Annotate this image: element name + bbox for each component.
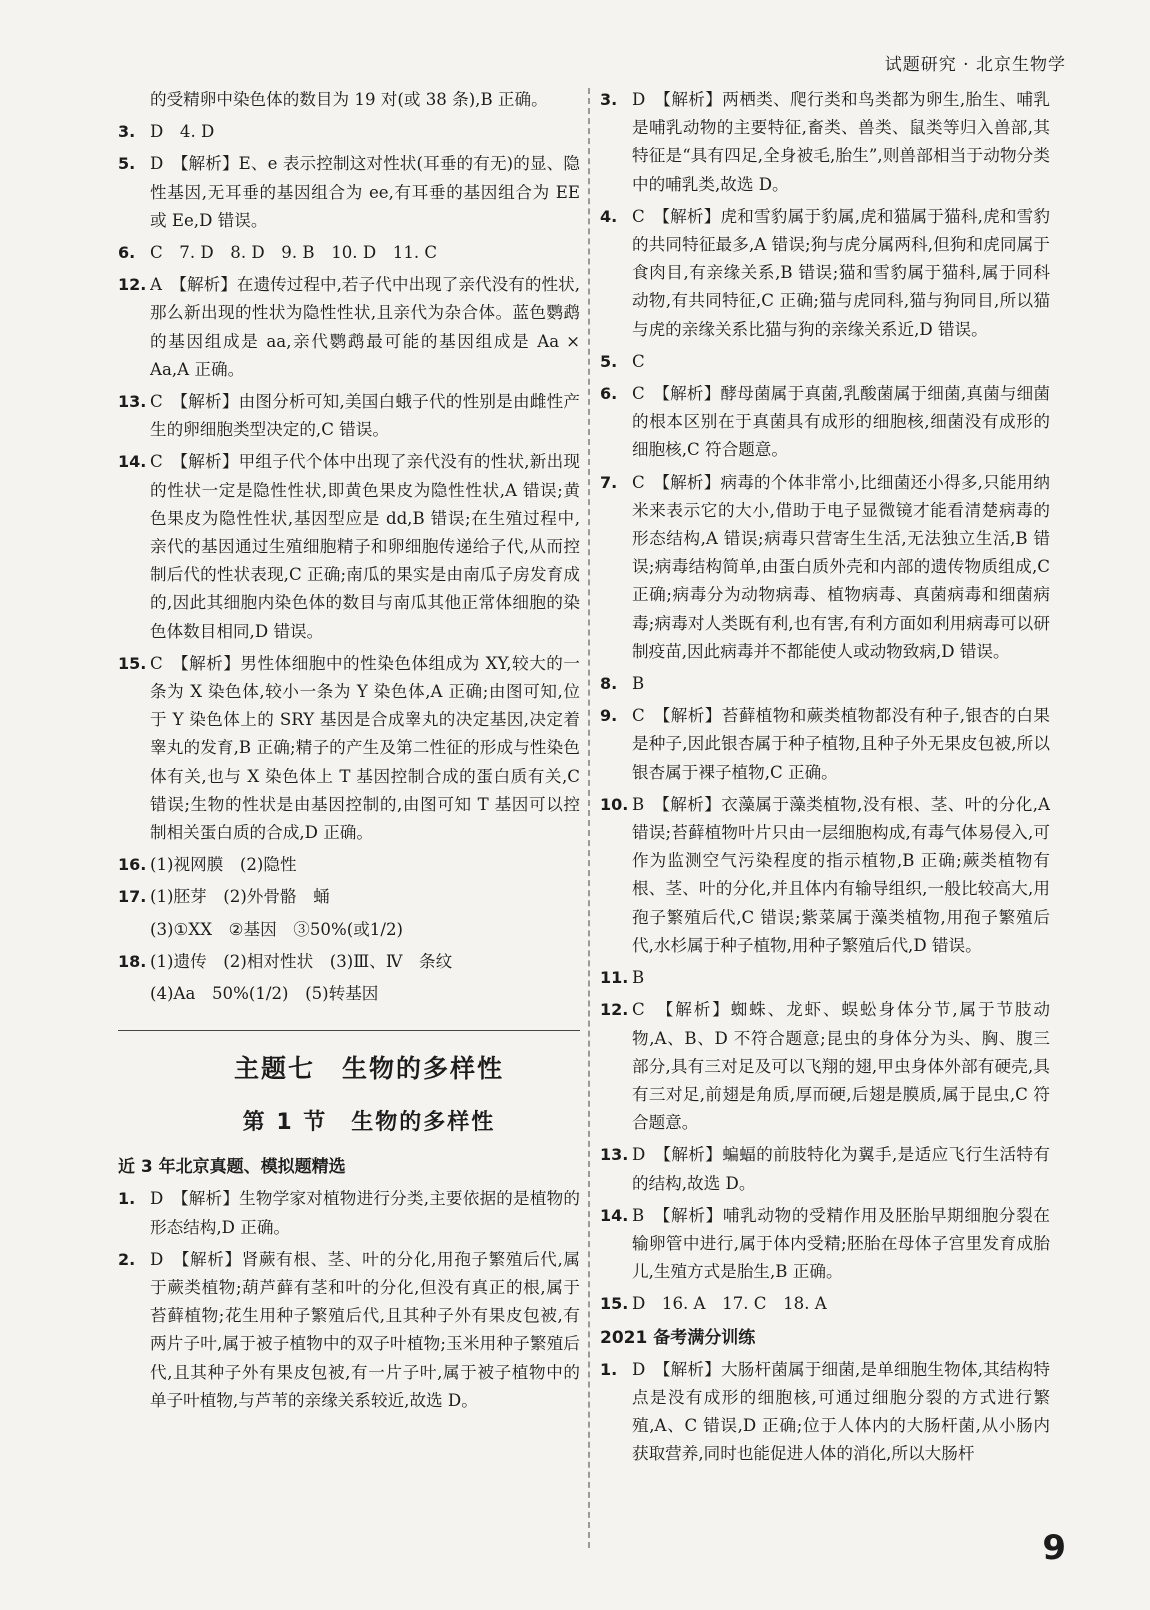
answer-text: C 【解析】病毒的个体非常小,比细菌还小得多,只能用纳米来表示它的大小,借助于电子显微镜才能看清楚病毒的形态结构,A 错误;病毒只营寄生生活,无法独立生活,B 错误;病毒结构简单,由蛋白质外壳和内部的遗传物质组成,C 正确;病毒分为动物病毒、植物病毒、真菌病毒和细菌病毒;病毒对人类既有利,也有害,有利方面如利用病毒可以研制疫苗,因此病毒并不都能使人或动物致病,D 错误。	[632, 472, 1050, 661]
answer-text: C 【解析】苔藓植物和蕨类植物都没有种子,银杏的白果是种子,因此银杏属于种子植物,且种子外无果皮包被,所以银杏属于裸子植物,C 正确。	[632, 706, 1050, 782]
answer-number: 15.	[600, 1294, 629, 1314]
answer-number: 5.	[118, 154, 136, 174]
answer-text: B 【解析】衣藻属于藻类植物,没有根、茎、叶的分化,A 错误;苔藓植物叶片只由一层细胞构成,有毒气体易侵入,可作为监测空气污染程度的指示植物,B 正确;蕨类植物有根、茎、叶的分化,并且体内有输导组织,一般比较高大,用孢子繁殖后代,C 错误;紫菜属于藻类植物,用孢子繁殖后代,水杉属于种子植物,用种子繁殖后代,D 错误。	[632, 794, 1050, 955]
answer-number: 9.	[600, 706, 618, 726]
answer-text: A 【解析】在遗传过程中,若子代中出现了亲代没有的性状,那么新出现的性状为隐性性状,且亲代为杂合体。蓝色鹦鹉的基因组成是 aa,亲代鹦鹉最可能的基因组成是 Aa × Aa,A 正确。	[150, 275, 580, 379]
left-answer-list	[118, 118, 580, 1008]
answer-item	[118, 1246, 580, 1415]
answer-item	[600, 1202, 1050, 1287]
answer-item	[600, 1356, 1050, 1469]
answer-item	[118, 650, 580, 847]
answer-item	[600, 469, 1050, 666]
answer-number: 6.	[600, 384, 618, 404]
answer-number: 12.	[600, 1000, 629, 1020]
answer-text: B	[632, 968, 645, 988]
left-column	[118, 86, 580, 1419]
left-answer-list-2	[118, 1185, 580, 1415]
answer-number: 12.	[118, 275, 147, 295]
right-answer-list-2	[600, 1356, 1050, 1469]
answer-item	[600, 964, 1050, 992]
page-number: 9	[1042, 1528, 1066, 1568]
answer-number: 11.	[600, 968, 629, 988]
answer-number: 18.	[118, 951, 147, 971]
answer-text: C 【解析】虎和雪豹属于豹属,虎和猫属于猫科,虎和雪豹的共同特征最多,A 错误;狗与虎分属两科,但狗和虎同属于食肉目,有亲缘关系,B 错误;猫和雪豹属于猫科,属于同科动物,有共同特征,C 正确;猫与虎同科,猫与狗同目,所以猫与虎的亲缘关系比猫与狗的亲缘关系近,D 错误。	[632, 206, 1050, 339]
answer-item	[600, 348, 1050, 376]
answer-number: 1.	[600, 1359, 618, 1379]
answer-item	[600, 996, 1050, 1137]
answer-text: (1)胚芽 (2)外骨骼 蛹	[150, 887, 330, 907]
answer-text: (3)①XX ②基因 ③50%(或1/2)	[150, 919, 403, 939]
right-answer-list	[600, 86, 1050, 1319]
answer-item	[118, 118, 580, 146]
answer-text: D 4. D	[150, 122, 215, 142]
answer-item	[118, 883, 580, 911]
continuation-text: 的受精卵中染色体的数目为 19 对(或 38 条),B 正确。	[150, 90, 548, 109]
subsection-heading: 近 3 年北京真题、模拟题精选	[118, 1157, 346, 1178]
answer-number: 8.	[600, 674, 618, 694]
answer-item	[118, 948, 580, 976]
answer-number: 4.	[600, 206, 618, 226]
answer-text: (4)Aa 50%(1/2) (5)转基因	[150, 984, 379, 1004]
answer-number: 10.	[600, 794, 629, 814]
answer-item	[118, 448, 580, 645]
answer-item	[600, 1290, 1050, 1318]
answer-number: 3.	[118, 122, 136, 142]
section-rule	[118, 1030, 580, 1031]
answer-number: 6.	[118, 243, 136, 263]
answer-number: 13.	[118, 392, 147, 412]
answer-number: 1.	[118, 1189, 136, 1209]
answer-text: D 【解析】E、e 表示控制这对性状(耳垂的有无)的显、隐性基因,无耳垂的基因组合为 ee,有耳垂的基因组合为 EE 或 Ee,D 错误。	[150, 154, 580, 230]
answer-item	[600, 791, 1050, 960]
answer-text: D 【解析】生物学家对植物进行分类,主要依据的是植物的形态结构,D 正确。	[150, 1189, 580, 1237]
column-divider	[588, 88, 590, 1548]
answer-item	[118, 916, 580, 944]
answer-item	[118, 1185, 580, 1241]
answer-item	[118, 150, 580, 235]
answer-text: D 【解析】蝙蝠的前肢特化为翼手,是适应飞行生活特有的结构,故选 D。	[632, 1145, 1050, 1193]
answer-item	[118, 980, 580, 1008]
answer-text: B 【解析】哺乳动物的受精作用及胚胎早期细胞分裂在输卵管中进行,属于体内受精;胚胎在母体子宫里发育成胎儿,生殖方式是胎生,B 正确。	[632, 1205, 1050, 1282]
answer-text: D 【解析】大肠杆菌属于细菌,是单细胞生物体,其结构特点是没有成形的细胞核,可通过细胞分裂的方式进行繁殖,A、C 错误,D 正确;位于人体内的大肠杆菌,从小肠内获取营养,同时也能促进人体的消化,所以大肠杆	[632, 1359, 1050, 1464]
subsection-heading-2: 2021 备考满分训练	[600, 1327, 756, 1348]
answer-text: (1)遗传 (2)相对性状 (3)Ⅲ、Ⅳ 条纹	[150, 951, 453, 971]
answer-item	[600, 86, 1050, 199]
answer-item	[600, 380, 1050, 465]
answer-text: C 7. D 8. D 9. B 10. D 11. C	[150, 243, 438, 263]
answer-item	[600, 1141, 1050, 1197]
answer-number: 14.	[600, 1205, 629, 1225]
answer-item	[600, 702, 1050, 787]
topic-title: 主题七 生物的多样性	[233, 1054, 504, 1084]
answer-item	[118, 271, 580, 384]
answer-text: C 【解析】蜘蛛、龙虾、蜈蚣身体分节,属于节肢动物,A、B、D 不符合题意;昆虫的身体分为头、胸、腹三部分,具有三对足及可以飞翔的翅,甲虫身体外部有硬壳,具有三对足,前翅是角质,厚而硬,后翅是膜质,属于昆虫,C 符合题意。	[632, 1000, 1050, 1133]
answer-number: 7.	[600, 472, 618, 492]
answer-text: B	[632, 674, 645, 694]
answer-item	[118, 388, 580, 444]
answer-text: C 【解析】甲组子代个体中出现了亲代没有的性状,新出现的性状一定是隐性性状,即黄色果皮为隐性性状,A 错误;黄色果皮为隐性性状,基因型应是 dd,B 错误;在生殖过程中,亲代的基因通过生殖细胞精子和卵细胞传递给子代,从而控制后代的性状表现,C 正确;南瓜的果实是由南瓜子房发育成的,因此其细胞内染色体的数目与南瓜其他正常体细胞的染色体数目相同,D 错误。	[150, 452, 580, 641]
answer-number: 2.	[118, 1249, 136, 1269]
answer-text: D 16. A 17. C 18. A	[632, 1294, 827, 1314]
answer-item	[118, 239, 580, 267]
answer-text: D 【解析】两栖类、爬行类和鸟类都为卵生,胎生、哺乳是哺乳动物的主要特征,畜类、兽类、鼠类等归入兽部,其特征是“具有四足,全身被毛,胎生”,则兽部相当于动物分类中的哺乳类,故选 D。	[632, 90, 1050, 194]
answer-number: 3.	[600, 90, 618, 109]
answer-text: (1)视网膜 (2)隐性	[150, 855, 297, 875]
running-header: 试题研究 · 北京生物学	[884, 55, 1066, 75]
answer-item	[600, 670, 1050, 698]
right-column	[600, 86, 1050, 1472]
answer-number: 17.	[118, 887, 147, 907]
answer-item	[600, 203, 1050, 344]
answer-text: D 【解析】肾蕨有根、茎、叶的分化,用孢子繁殖后代,属于蕨类植物;葫芦藓有茎和叶的分化,但没有真正的根,属于苔藓植物;花生用种子繁殖后代,且其种子外有果皮包被,有两片子叶,属于被子植物中的双子叶植物;玉米用种子繁殖后代,且其种子外有果皮包被,有一片子叶,属于被子植物中的单子叶植物,与芦苇的亲缘关系较近,故选 D。	[150, 1249, 580, 1410]
answer-text: C 【解析】男性体细胞中的性染色体组成为 XY,较大的一条为 X 染色体,较小一条为 Y 染色体,A 正确;由图可知,位于 Y 染色体上的 SRY 基因是合成睾丸的决定基因,决定着睾丸的发育,B 正确;精子的产生及第二性征的形成与性染色体有关,也与 X 染色体上 T 基因控制合成的蛋白质有关,C 错误;生物的性状是由基因控制的,由图可知 T 基因可以控制相关蛋白质的合成,D 正确。	[150, 653, 580, 843]
answer-number: 16.	[118, 855, 147, 875]
answer-number: 13.	[600, 1145, 629, 1165]
answer-item	[118, 851, 580, 879]
answer-text: C 【解析】酵母菌属于真菌,乳酸菌属于细菌,真菌与细菌的根本区别在于真菌具有成形的细胞核,细菌没有成形的细胞核,C 符合题意。	[632, 384, 1050, 460]
answer-text: C 【解析】由图分析可知,美国白蛾子代的性别是由雌性产生的卵细胞类型决定的,C 错误。	[150, 392, 580, 440]
answer-number: 15.	[118, 653, 147, 673]
answer-number: 14.	[118, 452, 147, 472]
answer-number: 5.	[600, 351, 618, 371]
section-title: 第 1 节 生物的多样性	[242, 1110, 496, 1136]
answer-text: C	[632, 351, 645, 371]
